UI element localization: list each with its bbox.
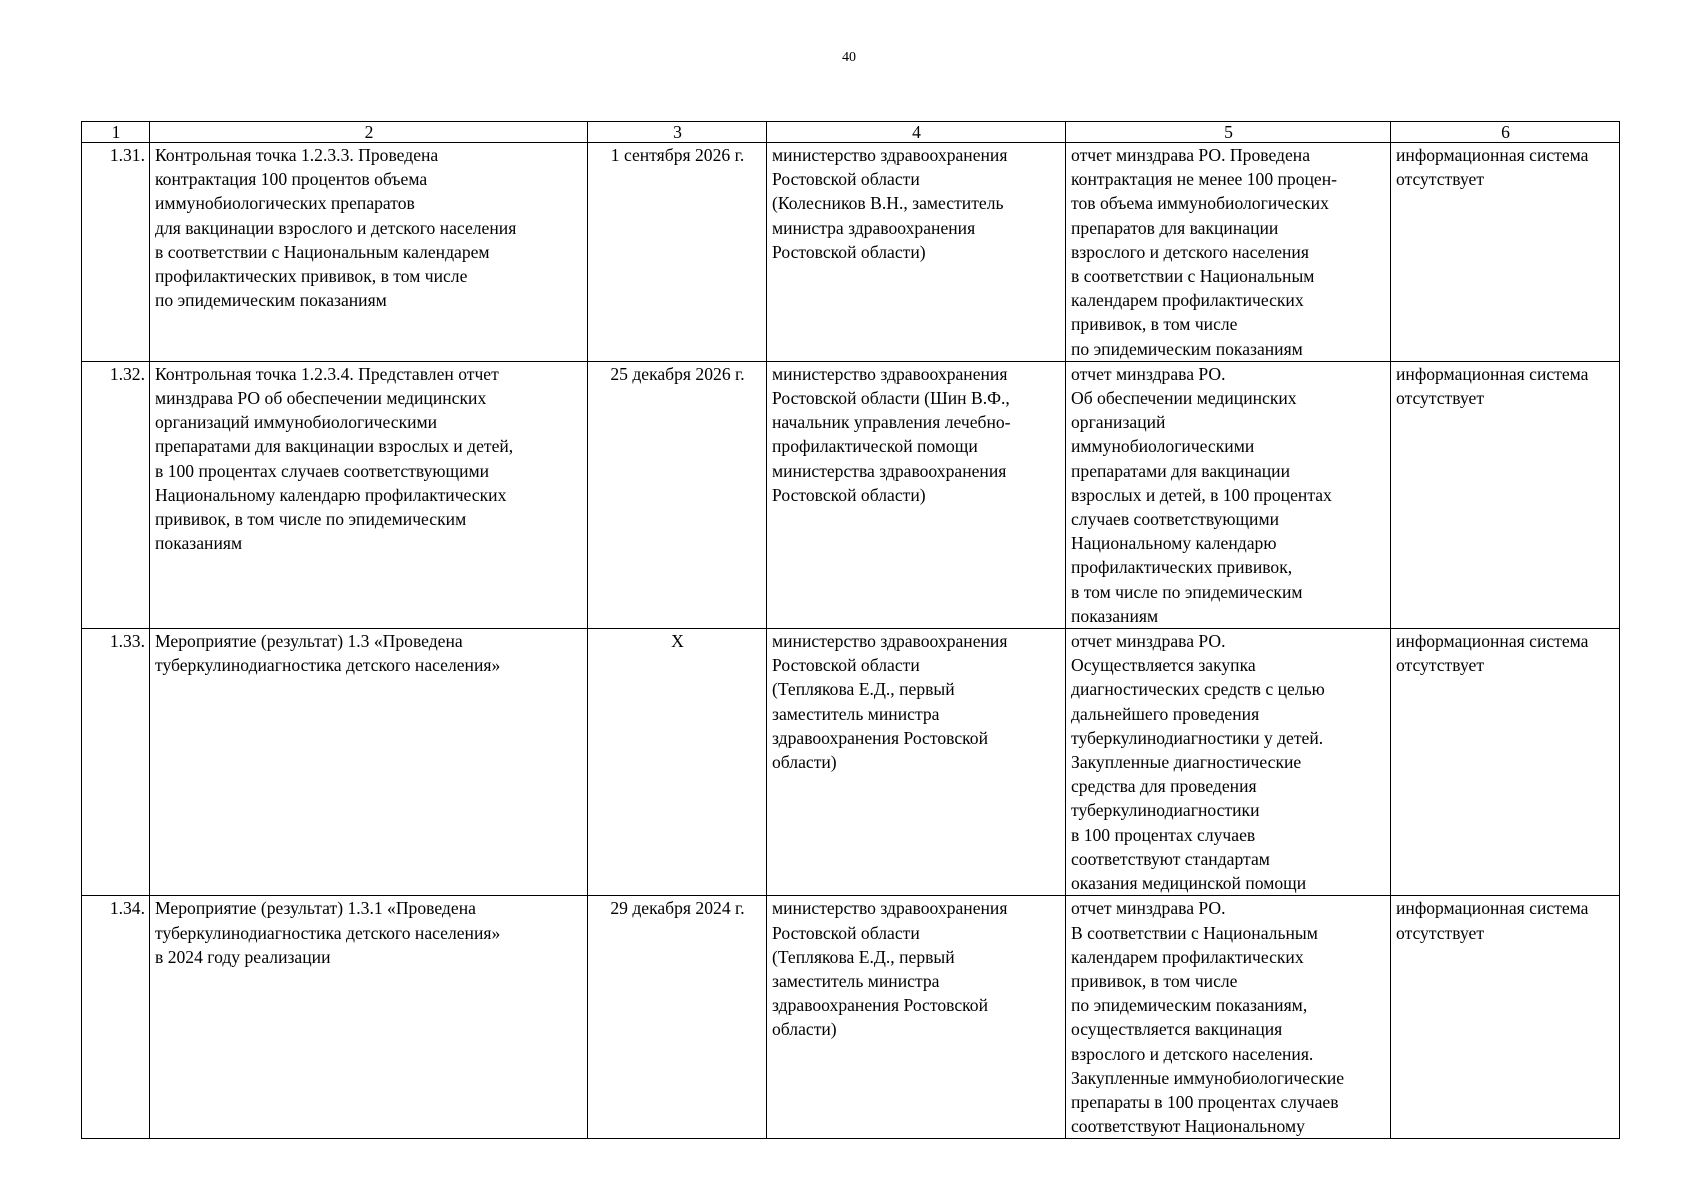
text-line: области) bbox=[772, 752, 837, 773]
description-cell bbox=[150, 629, 588, 896]
text-line: профилактической помощи bbox=[772, 436, 978, 457]
text-line: министра здравоохранения bbox=[772, 217, 976, 238]
text-line: в том числе по эпидемическим bbox=[1071, 581, 1303, 602]
document-cell bbox=[1066, 361, 1391, 628]
text-line: взрослого и детского населения. bbox=[1071, 1043, 1314, 1064]
text-line: Закупленные иммунобиологические bbox=[1071, 1067, 1345, 1088]
text-line: показаниям bbox=[1071, 605, 1159, 626]
text-line: здравоохранения Ростовской bbox=[772, 995, 989, 1016]
text-line: профилактических прививок, bbox=[1071, 557, 1293, 578]
text-line: информационная система bbox=[1396, 631, 1589, 652]
text-line: иммунобиологических препаратов bbox=[155, 193, 415, 214]
text-line: Ростовской области (Шин В.Ф., bbox=[772, 388, 1010, 409]
text-line: контрактация не менее 100 процен- bbox=[1071, 169, 1338, 190]
description-cell bbox=[150, 361, 588, 628]
text-line: министерства здравоохранения bbox=[772, 460, 1007, 481]
text-line: профилактических прививок, в том числе bbox=[155, 266, 468, 287]
table-row bbox=[82, 143, 1620, 362]
text-line: диагностических средств с целью bbox=[1071, 679, 1325, 700]
text-line: Закупленные диагностические bbox=[1071, 752, 1302, 773]
text-line: средства для проведения bbox=[1071, 776, 1257, 797]
text-line: Ростовской области bbox=[772, 169, 920, 190]
text-line: препаратов для вакцинации bbox=[1071, 217, 1279, 238]
text-line: препараты в 100 процентах случаев bbox=[1071, 1091, 1339, 1112]
table-row bbox=[82, 361, 1620, 628]
text-line: отсутствует bbox=[1396, 169, 1485, 190]
text-line: отчет минздрава РО. bbox=[1071, 898, 1226, 919]
text-line: информационная система bbox=[1396, 145, 1589, 165]
row-number-cell: 1.32. bbox=[82, 361, 150, 628]
text-line: осуществляется вакцинация bbox=[1071, 1019, 1283, 1040]
text-line: заместитель министра bbox=[772, 703, 940, 724]
column-header: 2 bbox=[150, 122, 588, 143]
row-number-cell: 1.31. bbox=[82, 143, 150, 362]
info-system-cell bbox=[1391, 629, 1620, 896]
deadline-cell: 1 сентября 2026 г. bbox=[588, 143, 767, 362]
text-line: отчет минздрава РО. bbox=[1071, 631, 1226, 652]
text-line: министерство здравоохранения bbox=[772, 363, 1008, 384]
text-line: календарем профилактических bbox=[1071, 946, 1304, 967]
document-cell bbox=[1066, 629, 1391, 896]
text-line: в 2024 году реализации bbox=[155, 946, 331, 967]
text-line: Ростовской области bbox=[772, 655, 920, 676]
deadline-cell: Х bbox=[588, 629, 767, 896]
text-line: информационная система bbox=[1396, 898, 1589, 919]
deadline-cell: 25 декабря 2026 г. bbox=[588, 361, 767, 628]
text-line: в соответствии с Национальным bbox=[1071, 266, 1315, 287]
column-header: 5 bbox=[1066, 122, 1391, 143]
text-line: туберкулинодиагностики у детей. bbox=[1071, 727, 1324, 748]
text-line: отсутствует bbox=[1396, 655, 1485, 676]
text-line: показаниям bbox=[155, 533, 243, 554]
text-line: взрослого и детского населения bbox=[1071, 241, 1309, 262]
text-line: Мероприятие (результат) 1.3.1 «Проведена bbox=[155, 898, 476, 919]
text-line: для вакцинации взрослого и детского населения bbox=[155, 217, 517, 238]
column-header: 4 bbox=[767, 122, 1066, 143]
row-number-cell: 1.34. bbox=[82, 896, 150, 1139]
text-line: отчет минздрава РО. Проведена bbox=[1071, 145, 1311, 165]
text-line: туберкулинодиагностики bbox=[1071, 800, 1260, 821]
text-line: министерство здравоохранения bbox=[772, 631, 1008, 652]
text-line: (Теплякова Е.Д., первый bbox=[772, 679, 955, 700]
text-line: министерство здравоохранения bbox=[772, 898, 1008, 919]
text-line: в соответствии с Национальным календарем bbox=[155, 241, 490, 262]
text-line: по эпидемическим показаниям, bbox=[1071, 995, 1308, 1016]
text-line: организаций bbox=[1071, 412, 1166, 433]
text-line: прививок, в том числе bbox=[1071, 314, 1238, 335]
text-line: календарем профилактических bbox=[1071, 290, 1304, 311]
info-system-cell bbox=[1391, 896, 1620, 1139]
text-line: министерство здравоохранения bbox=[772, 145, 1008, 165]
column-header: 6 bbox=[1391, 122, 1620, 143]
text-line: тов объема иммунобиологических bbox=[1071, 193, 1329, 214]
text-line: по эпидемическим показаниям bbox=[155, 290, 387, 311]
page-number: 40 bbox=[842, 50, 856, 65]
text-line: информационная система bbox=[1396, 363, 1589, 384]
document-cell bbox=[1066, 143, 1391, 362]
text-line: отсутствует bbox=[1396, 388, 1485, 409]
text-line: контрактация 100 процентов объема bbox=[155, 169, 428, 190]
text-line: (Теплякова Е.Д., первый bbox=[772, 946, 955, 967]
text-line: Контрольная точка 1.2.3.4. Представлен отчет bbox=[155, 363, 499, 384]
text-line: организаций иммунобиологическими bbox=[155, 412, 438, 433]
header-row bbox=[82, 122, 1620, 143]
text-line: минздрава РО об обеспечении медицинских bbox=[155, 388, 487, 409]
text-line: отсутствует bbox=[1396, 922, 1485, 943]
text-line: препаратами для вакцинации bbox=[1071, 460, 1291, 481]
text-line: соответствуют стандартам bbox=[1071, 848, 1270, 869]
text-line: здравоохранения Ростовской bbox=[772, 727, 989, 748]
text-line: туберкулинодиагностика детского населения» bbox=[155, 922, 501, 943]
text-line: Ростовской области) bbox=[772, 241, 926, 262]
text-line: соответствуют Национальному bbox=[1071, 1116, 1305, 1137]
text-line: Осуществляется закупка bbox=[1071, 655, 1256, 676]
text-line: прививок, в том числе bbox=[1071, 970, 1238, 991]
description-cell bbox=[150, 143, 588, 362]
row-number-cell: 1.33. bbox=[82, 629, 150, 896]
text-line: Ростовской области) bbox=[772, 484, 926, 505]
text-line: Ростовской области bbox=[772, 922, 920, 943]
text-line: в 100 процентах случаев bbox=[1071, 824, 1256, 845]
text-line: Контрольная точка 1.2.3.3. Проведена bbox=[155, 145, 439, 165]
text-line: В соответствии с Национальным bbox=[1071, 922, 1318, 943]
text-line: случаев соответствующими bbox=[1071, 509, 1279, 530]
text-line: иммунобиологическими bbox=[1071, 436, 1255, 457]
text-line: начальник управления лечебно- bbox=[772, 412, 1011, 433]
responsible-cell bbox=[767, 361, 1066, 628]
text-line: Об обеспечении медицинских bbox=[1071, 388, 1297, 409]
text-line: препаратами для вакцинации взрослых и детей, bbox=[155, 436, 514, 457]
control-points-table bbox=[81, 121, 1620, 1139]
responsible-cell bbox=[767, 896, 1066, 1139]
description-cell bbox=[150, 896, 588, 1139]
info-system-cell bbox=[1391, 143, 1620, 362]
table-row bbox=[82, 629, 1620, 896]
text-line: отчет минздрава РО. bbox=[1071, 363, 1226, 384]
text-line: туберкулинодиагностика детского населения» bbox=[155, 655, 501, 676]
text-line: Мероприятие (результат) 1.3 «Проведена bbox=[155, 631, 463, 652]
text-line: прививок, в том числе по эпидемическим bbox=[155, 509, 467, 530]
responsible-cell bbox=[767, 629, 1066, 896]
table-row bbox=[82, 896, 1620, 1139]
text-line: дальнейшего проведения bbox=[1071, 703, 1260, 724]
text-line: заместитель министра bbox=[772, 970, 940, 991]
column-header: 3 bbox=[588, 122, 767, 143]
text-line: Национальному календарю bbox=[1071, 533, 1277, 554]
text-line: по эпидемическим показаниям bbox=[1071, 338, 1303, 359]
deadline-cell: 29 декабря 2024 г. bbox=[588, 896, 767, 1139]
document-cell bbox=[1066, 896, 1391, 1139]
text-line: оказания медицинской помощи bbox=[1071, 873, 1307, 894]
column-header: 1 bbox=[82, 122, 150, 143]
text-line: Национальному календарю профилактических bbox=[155, 484, 507, 505]
text-line: (Колесников В.Н., заместитель bbox=[772, 193, 1004, 214]
info-system-cell bbox=[1391, 361, 1620, 628]
text-line: в 100 процентах случаев соответствующими bbox=[155, 460, 490, 481]
responsible-cell bbox=[767, 143, 1066, 362]
text-line: области) bbox=[772, 1019, 837, 1040]
text-line: взрослых и детей, в 100 процентах bbox=[1071, 484, 1332, 505]
